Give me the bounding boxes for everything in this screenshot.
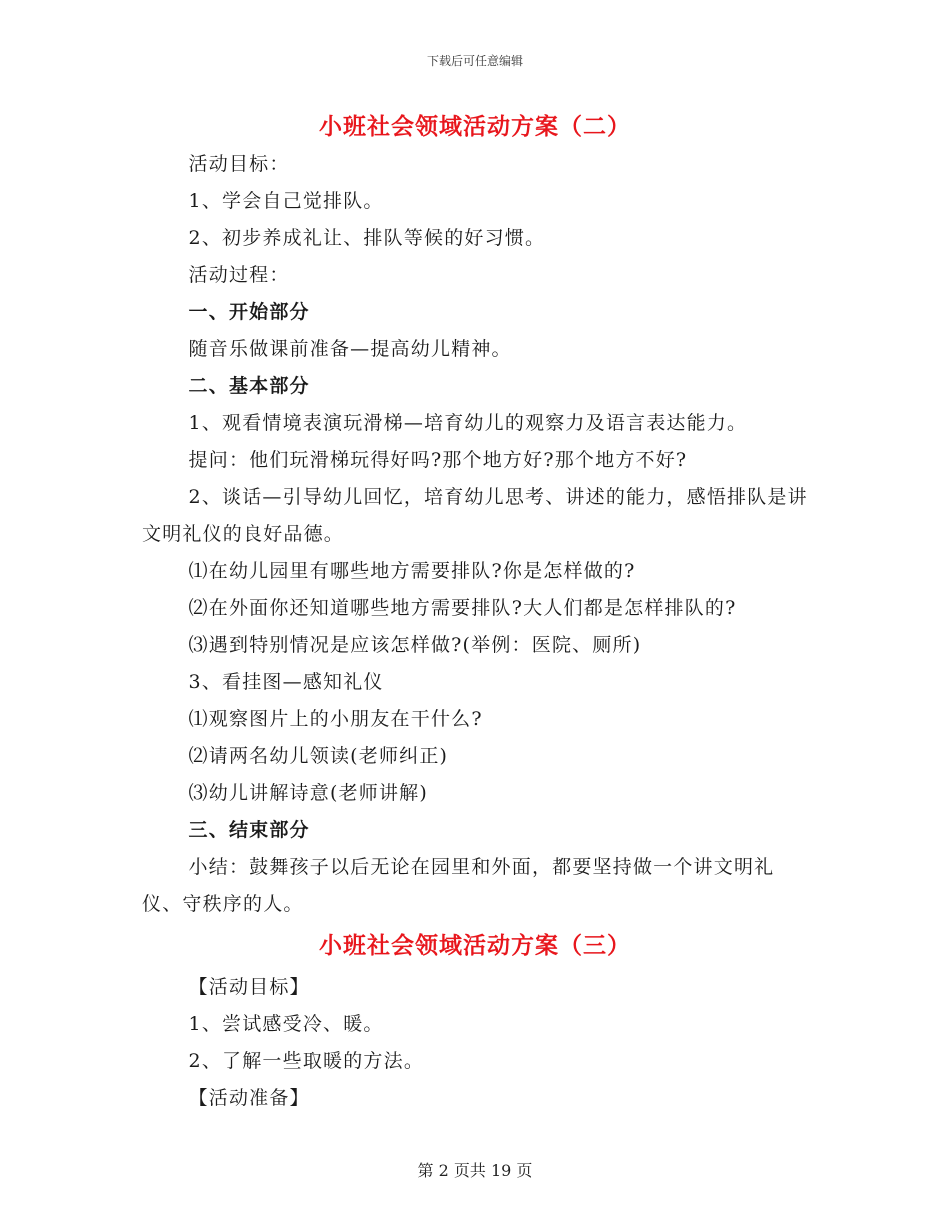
paragraph: 活动目标： [188, 153, 290, 175]
paragraph: 活动过程： [188, 264, 290, 286]
paragraph: 1、尝试感受冷、暖。 [188, 1013, 384, 1035]
paragraph: 提问：他们玩滑梯玩得好吗?那个地方好?那个地方不好? [188, 449, 688, 471]
paragraph: 【活动目标】 [188, 976, 310, 998]
section-title-2: 小班社会领域活动方案（二） [319, 113, 631, 140]
page-number: 第 2 页共 19 页 [417, 1161, 533, 1180]
subheading: 三、结束部分 [188, 819, 310, 841]
paragraph: ⑵在外面你还知道哪些地方需要排队?大人们都是怎样排队的? [188, 597, 737, 619]
page-header-note: 下载后可任意编辑 [426, 54, 523, 68]
paragraph: 2、谈话—引导幼儿回忆，培育幼儿思考、讲述的能力，感悟排队是讲文明礼仪的良好品德。 [142, 486, 808, 545]
paragraph: ⑶幼儿讲解诗意(老师讲解) [188, 782, 428, 804]
paragraph: 小结：鼓舞孩子以后无论在园里和外面，都要坚持做一个讲文明礼仪、守秩序的人。 [142, 856, 775, 915]
paragraph: 2、了解一些取暖的方法。 [188, 1050, 425, 1072]
paragraph: 1、学会自己觉排队。 [188, 190, 384, 212]
document-content [142, 108, 808, 1117]
paragraph: 1、观看情境表演玩滑梯—培育幼儿的观察力及语言表达能力。 [188, 412, 748, 434]
subheading: 二、基本部分 [188, 375, 310, 397]
paragraph: ⑶遇到特别情况是应该怎样做?(举例：医院、厕所) [188, 634, 642, 656]
paragraph: 2、初步养成礼让、排队等候的好习惯。 [188, 227, 546, 249]
paragraph: ⑴在幼儿园里有哪些地方需要排队?你是怎样做的? [188, 560, 636, 582]
paragraph: ⑴观察图片上的小朋友在干什么? [188, 708, 483, 730]
paragraph: 【活动准备】 [188, 1087, 310, 1109]
paragraph: ⑵请两名幼儿领读(老师纠正) [188, 745, 449, 767]
subheading: 一、开始部分 [188, 301, 310, 323]
section-title-3: 小班社会领域活动方案（三） [319, 932, 631, 959]
paragraph: 3、看挂图—感知礼仪 [188, 671, 384, 693]
paragraph: 随音乐做课前准备—提高幼儿精神。 [188, 338, 512, 360]
